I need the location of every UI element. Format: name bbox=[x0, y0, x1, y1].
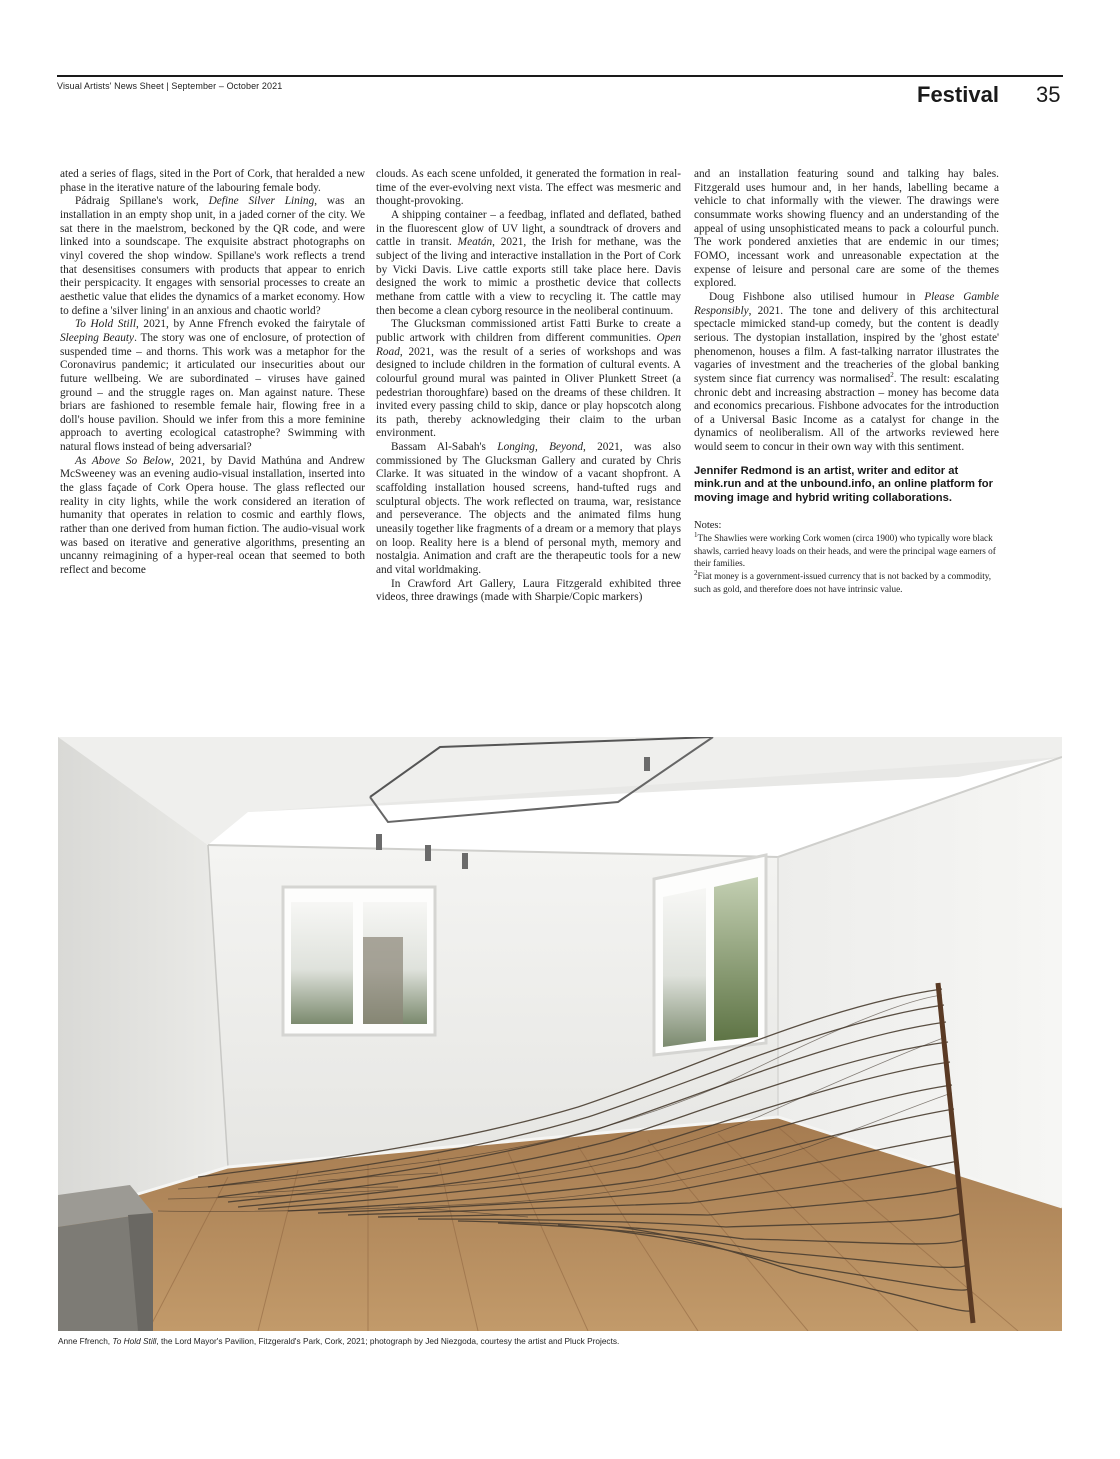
paragraph: Pádraig Spillane's work, Define Silver Lining, was an installation in an empty shop unit, in a jaded corner of the city. We sat there in the maelstrom, beckoned by the QR code, and were linked into a soundscape. The exquisite abstract photographs on vinyl covered the shop window. Spillane's work reflects a trend that desensitises consumers with products that appear to enrich their perspicacity. It engages with sensorial processes to create an aesthetic value that elides the dynamics of a market economy. How to define a 'silver lining' in an anxious and chaotic world? bbox=[60, 195, 365, 317]
artwork-title: Sleeping Beauty bbox=[60, 331, 135, 344]
paragraph: The Glucksman commissioned artist Fatti Burke to create a public artwork with children from different communities. Open Road, 2021, was the result of a series of workshops and was designed to include children in the formation of cultural events. A colourful ground mural was painted in Oliver Plunkett Street (a pedestrian thoroughfare) based on the dreams of these children. It invited every passing child to skip, dance or play hopscotch along its path, thereby acknowledging their claim to the urban environment. bbox=[376, 318, 681, 440]
paragraph: clouds. As each scene unfolded, it generated the formation in real-time of the ever-evolving next vista. The effect was mesmeric and thought-provoking. bbox=[376, 168, 681, 208]
section-title: Festival bbox=[917, 82, 999, 107]
paragraph: ated a series of flags, sited in the Port of Cork, that heralded a new phase in the iterative nature of the labouring female body. bbox=[60, 168, 365, 194]
paragraph: In Crawford Art Gallery, Laura Fitzgerald exhibited three videos, three drawings (made with Sharpie/Copic markers) bbox=[376, 577, 681, 604]
gallery-photo bbox=[58, 737, 1062, 1331]
paragraph: Doug Fishbone also utilised humour in Please Gamble Responsibly, 2021. The tone and delivery of this architectural spectacle mimicked stand-up comedy, but the content is deadly serious. The dystopian installation, inspired by the 'ghost estate' phenomenon, houses a film. A fast-talking narrator illustrates the vagaries of investment and the treacheries of the global banking system since fiat currency was normalised$^2$. The result: escalating chronic debt and increasing abstraction – money has become data and economics precarious. Fishbone advocates for the introduction of a Universal Basic Income as a catalyst for change in the dynamics of neoliberalism. All of the artworks reviewed here would seem to concur in their own way with this sentiment. bbox=[694, 290, 1000, 454]
artwork-title: As Above So Below bbox=[75, 454, 172, 467]
publication-header: Visual Artists' News Sheet | September – October 2021 bbox=[57, 81, 283, 91]
paragraph: As Above So Below, 2021, by David Mathúna and Andrew McSweeney was an evening audio-visual installation, inserted into the glass façade of Cork Opera house. The glass reflected our reality in city lights, while the work considered an iteration of humanity that operates in relation to cosmic and earthly flows, rather than one derived from human fiction. The audio-visual work was based on iterative and generative algorithms, presenting an uncanny reimagining of a hyper-real ocean that seemed to both reflect and become bbox=[60, 454, 365, 577]
footnote-ref: 2 bbox=[890, 371, 894, 380]
text-column-2 bbox=[376, 168, 681, 605]
photo-caption: Anne Ffrench, To Hold Still, the Lord Mayor's Pavilion, Fitzgerald's Park, Cork, 2021; photograph by Jed Niezgoda, courtesy the artist and Pluck Projects. bbox=[58, 1336, 620, 1346]
paragraph: Bassam Al-Sabah's Longing, Beyond, 2021, was also commissioned by The Glucksman Gallery and curated by Chris Clarke. It was situated in the window of a vacant shopfront. A scaffolding installation housed screens, hand-tufted rugs and sculptural objects. The work reflected on trauma, war, resistance and perseverance. The objects and the animated films hung uneasily together like fragments of a dream or a memory that plays on loop. Reality here is a blend of personal myth, memory and nostalgia. Animation and craft are the therapeutic tools for a new and vital worldmaking. bbox=[376, 441, 682, 577]
artwork-title: Please Gamble Responsibly bbox=[694, 290, 999, 317]
artwork-title: Longing, Beyond bbox=[497, 441, 583, 454]
header-rule bbox=[57, 75, 1063, 77]
page-number: 35 bbox=[1036, 82, 1061, 107]
text-column-1 bbox=[60, 168, 365, 578]
artwork-title: Meatán bbox=[457, 236, 493, 249]
paragraph: and an installation featuring sound and talking hay bales. Fitzgerald uses humour and, in her hands, labelling became a vehicle to chat informally with the viewer. The drawings were consummate works showing fluency and an understanding of the appeal of using unsophisticated means to pack a colourful punch. The work pondered anxieties that are endemic in our times; FOMO, incessant work and unreasonable expectation at the expense of leisure and personal care are some of the themes explored. bbox=[694, 168, 999, 290]
paragraph: To Hold Still, 2021, by Anne Ffrench evoked the fairytale of Sleeping Beauty. The story was one of enclosure, of protection of suspended time – and thorns. This work was a metaphor for the Coronavirus pandemic; it articulated our insecurities about our future wellbeing. We are subordinated – viruses have gained ground – and the struggle rages on. Man against nature. These briars are fashioned to resemble female hair, flowing free in a doll's house pavilion. Should we infer from this a more feminine approach to averting ecological catastrophe? Swimming with natural flows instead of being adversarial? bbox=[60, 318, 366, 454]
paragraph: A shipping container – a feedbag, inflated and deflated, bathed in the fluorescent glow of UV light, a soundtrack of drovers and cattle in transit. Meatán, 2021, the Irish for methane, was the subject of the living and interactive installation in the Port of Cork by Vicki Davis. Live cattle exports still take place here. Davis designed the work to mimic a prosthetic device that collects methane from cattle with a view to recycling it. The cattle may then become a clean cyborg resource in the neoliberal continuum. bbox=[376, 208, 682, 317]
text-column-3 bbox=[694, 168, 999, 595]
caption-artwork-title: To Hold Still bbox=[112, 1336, 157, 1346]
artwork-title: Define Silver Lining bbox=[208, 195, 315, 208]
footnote: $^1$The Shawlies were working Cork women (circa 1900) who typically wore black shawls, carried heavy loads on their heads, and were the principal wage earners of their families. bbox=[694, 531, 996, 569]
artwork-title: To Hold Still bbox=[75, 318, 136, 331]
author-bio: Jennifer Redmond is an artist, writer and editor at mink.run and at the unbound.info, an online platform for moving image and hybrid writing collaborations. bbox=[694, 464, 993, 504]
footnote: $^2$Fiat money is a government-issued currency that is not backed by a commodity, such as gold, and therefore does not have intrinsic value. bbox=[694, 568, 992, 594]
notes-heading: Notes: bbox=[694, 519, 722, 531]
artwork-title: Open Road bbox=[376, 331, 681, 358]
